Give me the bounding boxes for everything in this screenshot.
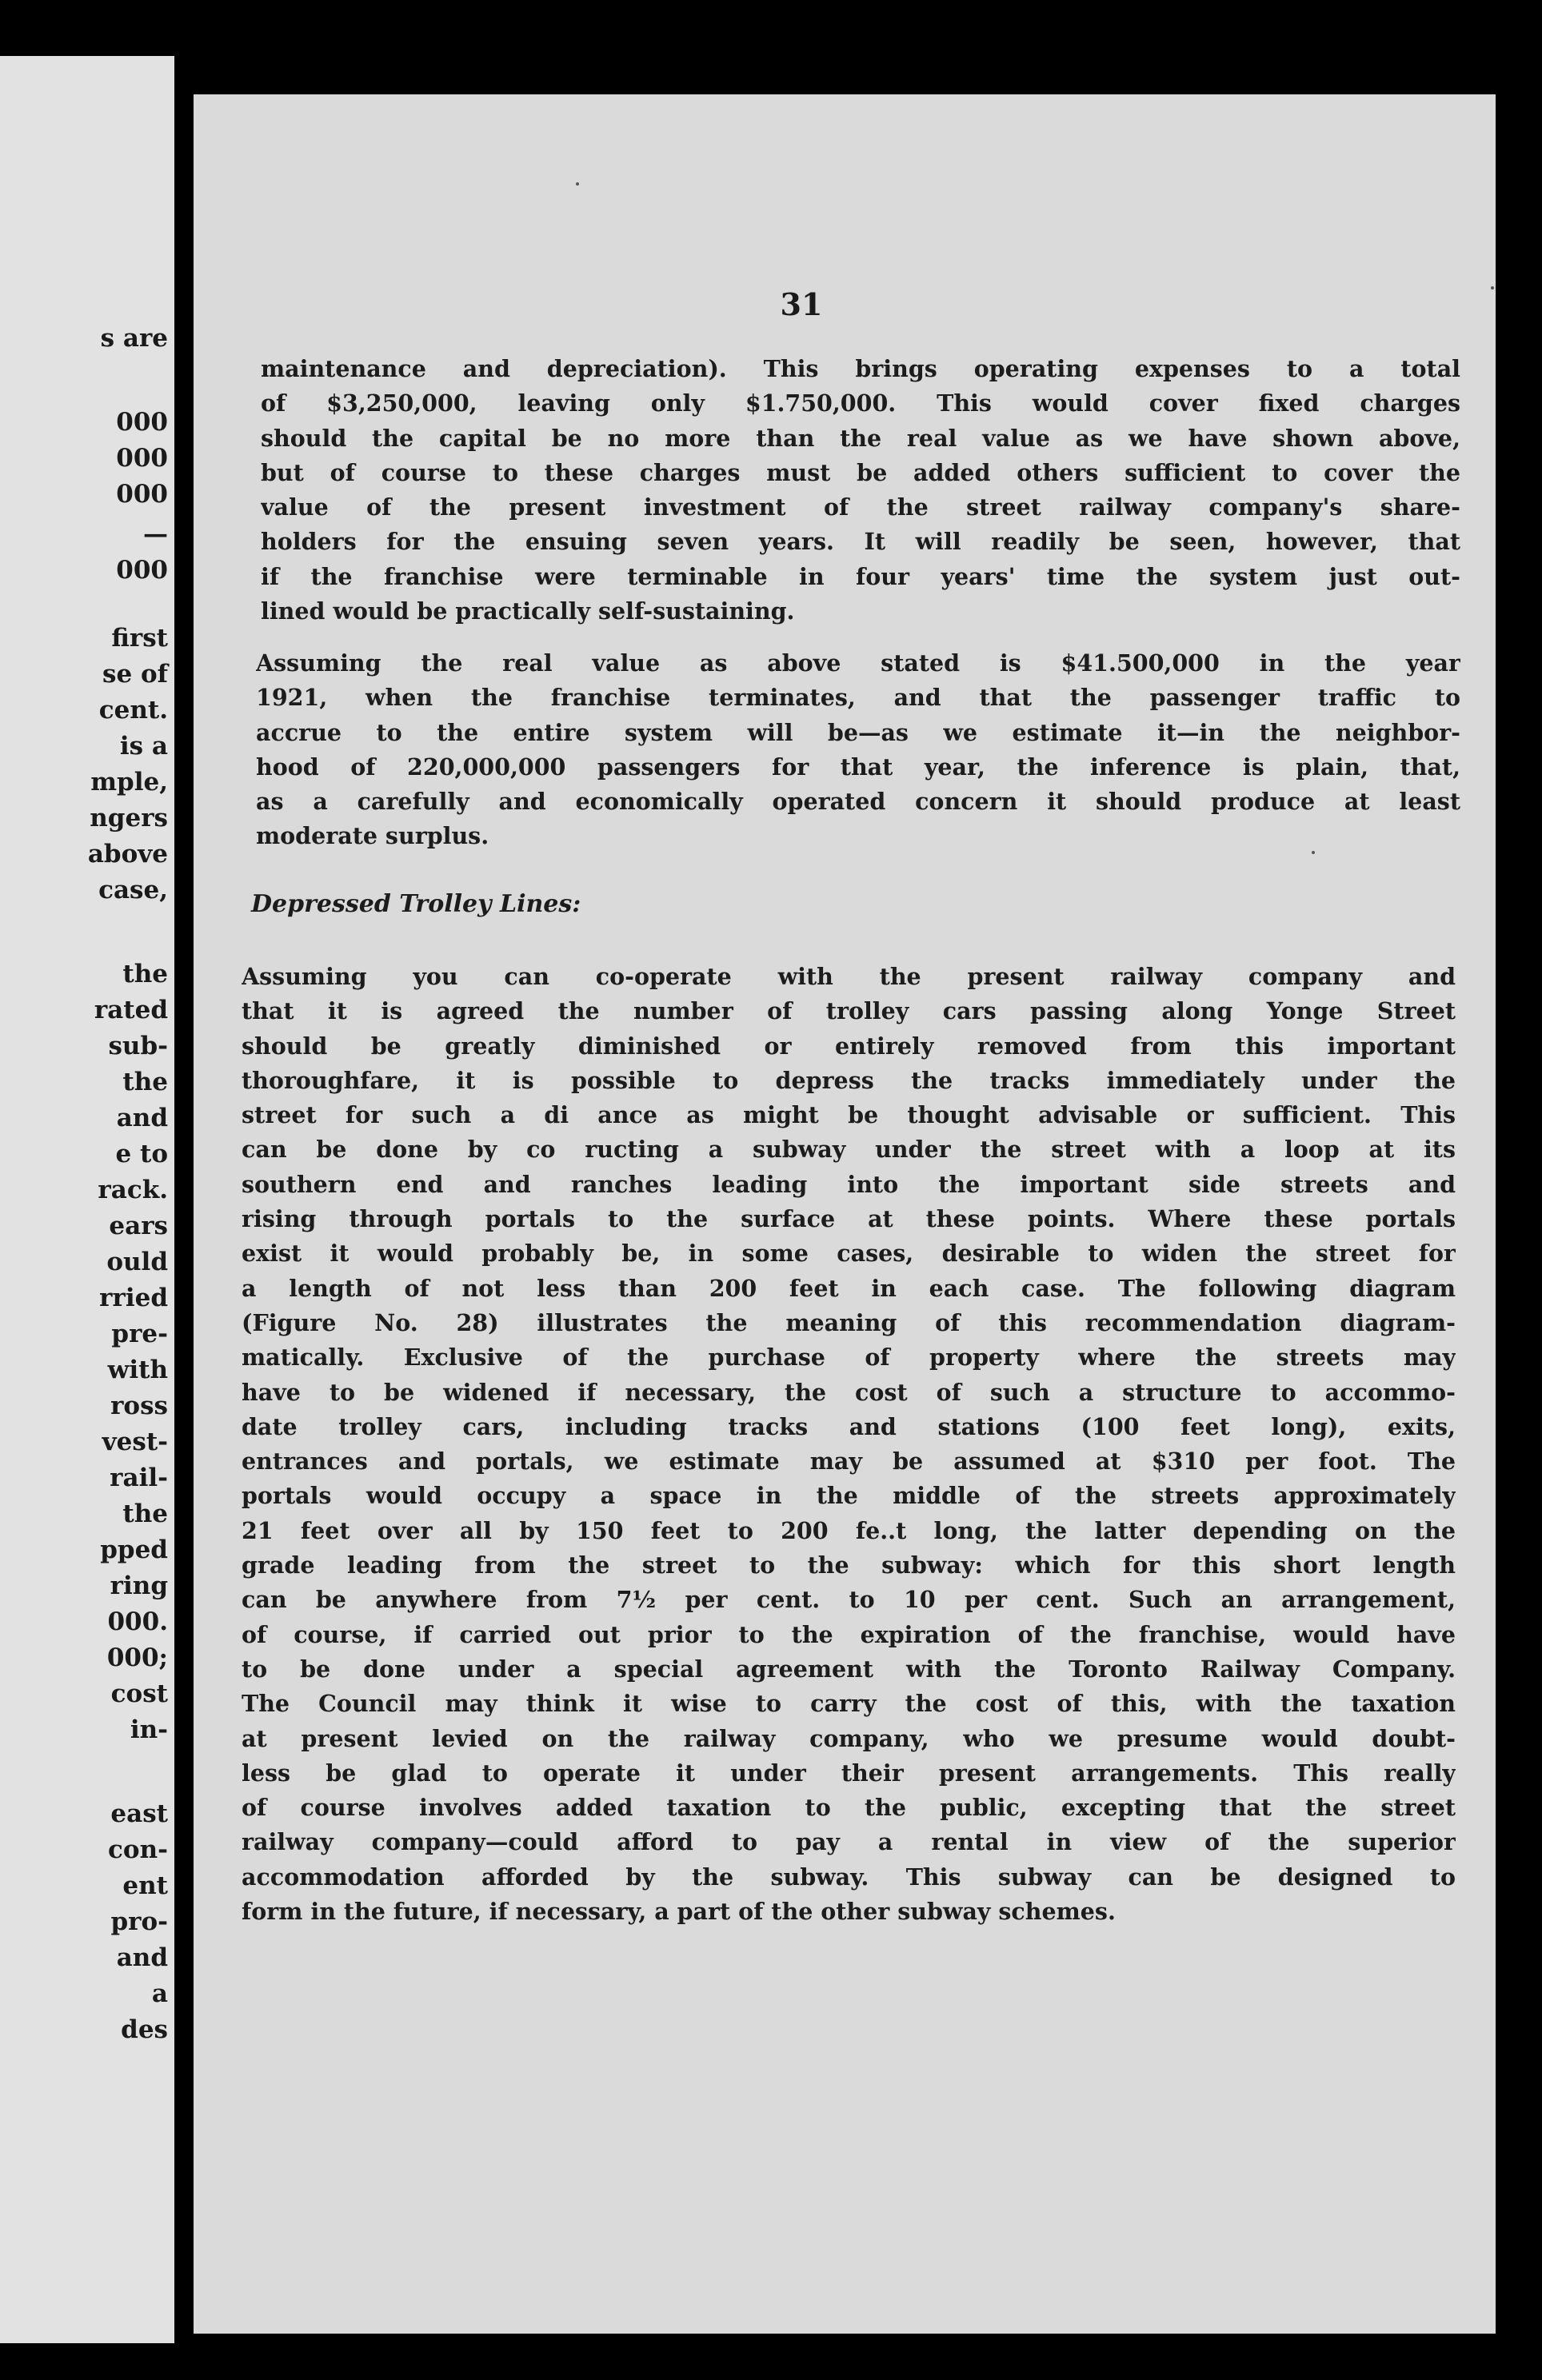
text-line: street for such a di ance as might be thought advisable or sufficient. This [242,1101,1456,1129]
previous-page-fragment: se of [102,660,168,689]
text-line: that it is agreed the number of trolley cars passing along Yonge Street [242,997,1456,1025]
page [194,94,1496,2334]
previous-page-fragment: 000 [116,556,168,585]
scan-speck [1491,286,1494,290]
text-line: entrances and portals, we estimate may be assumed at $310 per foot. The [242,1448,1456,1476]
previous-page-fragment: is a [119,732,168,761]
text-line: less be glad to operate it under their present arrangements. This really [242,1759,1456,1787]
text-line: at present levied on the railway company, who we presume would doubt- [242,1724,1456,1752]
text-line: holders for the ensuing seven years. It will readily be seen, however, that [261,528,1460,556]
page-number: 31 [780,286,823,322]
previous-page-fragment: ould [106,1248,168,1276]
text-line: to be done under a special agreement with the Toronto Railway Company. [242,1655,1456,1683]
text-line: should the capital be no more than the real value as we have shown above, [261,424,1460,452]
previous-page-fragment: con- [108,1835,168,1864]
previous-page-fragment: 000 [116,480,168,509]
section-heading: Depressed Trolley Lines: [251,890,581,918]
previous-page-fragment: the [122,1068,168,1096]
text-line: matically. Exclusive of the purchase of property where the streets may [242,1344,1456,1372]
text-line: a length of not less than 200 feet in each case. The following diagram [242,1274,1456,1302]
previous-page-edge [0,56,174,2343]
previous-page-fragment: 000. [107,1607,168,1636]
text-line: southern end and ranches leading into the important side streets and [242,1170,1456,1198]
text-line: Assuming you can co-operate with the present railway company and [242,963,1456,990]
previous-page-fragment: the [122,960,168,988]
previous-page-fragment: rated [94,996,168,1024]
text-line: maintenance and depreciation). This brings operating expenses to a total [261,355,1460,382]
previous-page-fragment: — [143,520,168,549]
previous-page-fragment: and [116,1943,168,1972]
text-line: portals would occupy a space in the middle of the streets approximately [242,1482,1456,1510]
previous-page-fragment: sub- [108,1032,168,1060]
previous-page-fragment: a [151,1979,168,2008]
text-line: form in the future, if necessary, a part of the other subway schemes. [242,1898,1116,1926]
text-line: accommodation afforded by the subway. This subway can be designed to [242,1863,1456,1891]
text-line: if the franchise were terminable in four years' time the system just out- [261,562,1460,590]
previous-page-fragment: first [111,624,168,653]
previous-page-fragment: 000 [116,408,168,437]
text-line: moderate surplus. [256,822,489,850]
text-line: lined would be practically self-sustaining. [261,597,795,625]
text-line: rising through portals to the surface at these points. Where these portals [242,1205,1456,1233]
paragraph-1 [261,352,1460,629]
text-line: 21 feet over all by 150 feet to 200 fe..t long, the latter depending on the [242,1516,1456,1544]
text-line: railway company—could afford to pay a rental in view of the superior [242,1828,1456,1856]
previous-page-fragment: rack. [98,1176,168,1204]
text-line: grade leading from the street to the subway: which for this short length [242,1551,1456,1579]
previous-page-fragment: ears [109,1212,168,1240]
previous-page-fragment: ross [110,1392,168,1420]
text-line: exist it would probably be, in some cases, desirable to widen the street for [242,1240,1456,1268]
previous-page-fragment: cost [110,1679,168,1708]
text-line: Assuming the real value as above stated is $41.500,000 in the year [256,649,1460,677]
text-line: The Council may think it wise to carry the cost of this, with the taxation [242,1690,1456,1718]
text-line: thoroughfare, it is possible to depress the tracks immediately under the [242,1066,1456,1094]
previous-page-fragment: 000; [106,1643,168,1672]
previous-page-fragment: e to [115,1140,168,1168]
text-line: can be done by co ructing a subway under the street with a loop at its [242,1136,1456,1164]
text-line: but of course to these charges must be added others sufficient to cover the [261,458,1460,486]
previous-page-fragment: mple, [90,768,168,797]
text-line: (Figure No. 28) illustrates the meaning of this recommendation diagram- [242,1308,1456,1336]
paragraph-2 [256,646,1460,854]
text-line: of course, if carried out prior to the expiration of the franchise, would have [242,1620,1456,1648]
previous-page-fragment: the [122,1499,168,1528]
previous-page-fragment: des [121,2015,168,2044]
text-line: 1921, when the franchise terminates, and that the passenger traffic to [256,684,1460,712]
previous-page-fragment: ent [122,1871,168,1900]
text-line: date trolley cars, including tracks and stations (100 feet long), exits, [242,1412,1456,1440]
text-line: of course involves added taxation to the public, excepting that the street [242,1794,1456,1822]
text-line: accrue to the entire system will be—as we estimate it—in the neighbor- [256,718,1460,746]
previous-page-fragment: above [87,840,168,869]
previous-page-fragment: and [116,1104,168,1132]
scan-speck [1312,851,1315,854]
text-line: have to be widened if necessary, the cost of such a structure to accommo- [242,1378,1456,1406]
previous-page-fragment: s are [100,324,168,353]
previous-page-fragment: with [107,1356,168,1384]
previous-page-fragment: east [110,1799,168,1828]
previous-page-fragment: rail- [110,1464,168,1492]
text-line: as a carefully and economically operated concern it should produce at least [256,788,1460,816]
previous-page-fragment: rried [99,1284,168,1312]
previous-page-fragment: vest- [102,1428,168,1456]
previous-page-fragment: ring [110,1571,168,1600]
previous-page-fragment: pre- [111,1320,168,1348]
scan-speck [576,182,579,186]
previous-page-fragment: pro- [110,1907,168,1936]
previous-page-fragment: ngers [90,804,168,833]
text-line: value of the present investment of the street railway company's share- [261,493,1460,521]
previous-page-fragment: pped [100,1535,168,1564]
text-line: hood of 220,000,000 passengers for that year, the inference is plain, that, [256,753,1460,781]
previous-page-fragment: 000 [116,444,168,473]
previous-page-fragment: case, [98,876,168,904]
previous-page-fragment: cent. [98,696,168,725]
text-line: can be anywhere from 7½ per cent. to 10 per cent. Such an arrangement, [242,1586,1456,1614]
text-line: should be greatly diminished or entirely removed from this important [242,1032,1456,1060]
paragraph-3 [242,960,1456,1929]
text-line: of $3,250,000, leaving only $1.750,000. This would cover fixed charges [261,389,1460,417]
previous-page-fragment: in- [130,1715,168,1744]
